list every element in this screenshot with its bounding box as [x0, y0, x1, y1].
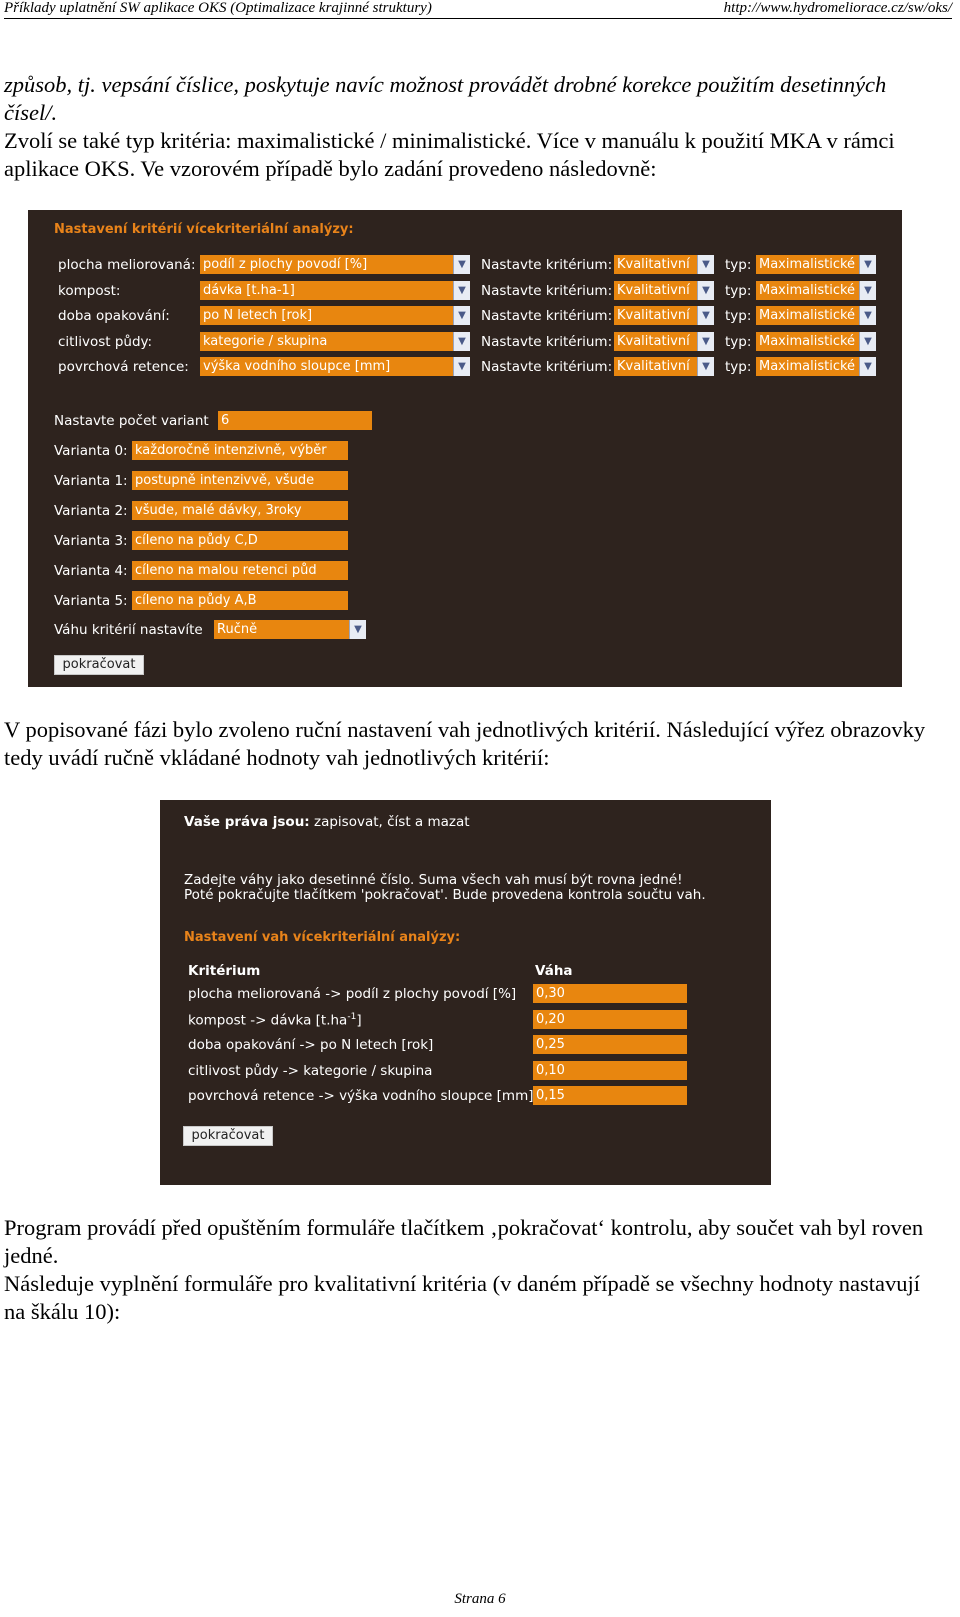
chevron-down-icon[interactable]: ▼ — [697, 255, 714, 274]
weight-mode-select[interactable] — [214, 620, 366, 639]
set-criterion-label: Nastavte kritérium: — [481, 359, 613, 375]
weights-continue-button[interactable]: pokračovat — [183, 1126, 273, 1146]
criterion-unit-select-value: podíl z plochy povodí [%] — [203, 257, 368, 272]
type-label: typ: — [725, 308, 752, 324]
variant-input[interactable]: cíleno na půdy A,B — [132, 591, 348, 610]
continue-button[interactable]: pokračovat — [54, 655, 144, 675]
chevron-down-icon[interactable]: ▼ — [859, 281, 876, 300]
criterion-unit-select-value: výška vodního sloupce [mm] — [203, 359, 391, 374]
weight-input[interactable]: 0,15 — [533, 1086, 687, 1105]
criterion-kind-select[interactable] — [614, 255, 714, 274]
type-label: typ: — [725, 257, 752, 273]
criterion-column-header: Kritérium — [188, 963, 261, 979]
closing-paragraph-2: Následuje vyplnění formuláře pro kvalitativní kritéria (v daném případě se všechny hodnoty nastavují na škálu 10): — [4, 1271, 920, 1324]
chevron-down-icon[interactable]: ▼ — [859, 306, 876, 325]
weight-criterion-text: citlivost půdy -> kategorie / skupina — [188, 1062, 433, 1079]
weights-title: Nastavení vah vícekriteriální analýzy: — [184, 930, 461, 945]
info-line-2: Poté pokračujte tlačítkem 'pokračovat'. Bude provedena kontrola součtu vah. — [184, 887, 706, 903]
chevron-down-icon[interactable]: ▼ — [697, 332, 714, 351]
middle-paragraph: V popisované fázi bylo zvoleno ruční nastavení vah jednotlivých kritérií. Následující výřez obrazovky tedy uvádí ručně vkládané hodnoty vah jednotlivých kritérií: — [4, 717, 926, 770]
set-criterion-label: Nastavte kritérium: — [481, 282, 613, 299]
criterion-kind-select-value: Kvalitativní — [617, 359, 690, 374]
chevron-down-icon[interactable]: ▼ — [697, 306, 714, 325]
rights-value: zapisovat, číst a mazat — [314, 814, 470, 830]
weight-input[interactable]: 0,10 — [533, 1061, 687, 1080]
criterion-label: citlivost půdy: — [58, 333, 153, 350]
criterion-unit-select-value: kategorie / skupina — [203, 333, 328, 349]
variant-label: Varianta 1: — [54, 473, 128, 489]
weight-criterion-text: plocha meliorovaná -> podíl z plochy povodí [%] — [188, 986, 517, 1002]
chevron-down-icon[interactable]: ▼ — [453, 306, 470, 325]
criterion-unit-select[interactable] — [200, 357, 470, 376]
set-criterion-label: Nastavte kritérium: — [481, 308, 613, 324]
variant-label: Varianta 0: — [54, 443, 128, 459]
weight-mode-label: Váhu kritérií nastavíte — [54, 622, 203, 638]
criterion-kind-select-value: Kvalitativní — [617, 257, 690, 272]
criterion-kind-select[interactable] — [614, 357, 714, 376]
criterion-kind-select-value: Kvalitativní — [617, 308, 690, 323]
weight-criterion-text: doba opakování -> po N letech [rok] — [188, 1037, 434, 1053]
chevron-down-icon[interactable]: ▼ — [453, 332, 470, 351]
weight-criterion-label — [188, 1088, 533, 1104]
weight-criterion-label — [188, 1063, 432, 1079]
page-header — [4, 0, 952, 19]
panel-title: Nastavení kritérií vícekriteriální analýzy: — [54, 222, 354, 237]
set-criterion-label: Nastavte kritérium: — [481, 333, 613, 350]
criterion-kind-select[interactable] — [614, 332, 714, 351]
criterion-label: doba opakování: — [58, 308, 170, 324]
criterion-kind-select-value: Kvalitativní — [617, 282, 690, 298]
chevron-down-icon[interactable]: ▼ — [859, 357, 876, 376]
weight-criterion-label — [188, 986, 516, 1002]
weight-criterion-label — [188, 1037, 433, 1053]
criterion-kind-select[interactable] — [614, 281, 714, 300]
variant-count-input[interactable]: 6 — [218, 411, 372, 430]
criteria-settings-panel — [28, 210, 902, 687]
weight-input[interactable]: 0,20 — [533, 1010, 687, 1029]
weight-mode-value: Ručně — [217, 622, 258, 637]
chevron-down-icon[interactable]: ▼ — [859, 332, 876, 351]
type-label: typ: — [725, 333, 752, 350]
criterion-kind-select[interactable] — [614, 306, 714, 325]
weight-criterion-sup: -1 — [347, 1011, 357, 1022]
chevron-down-icon[interactable]: ▼ — [453, 255, 470, 274]
variant-label: Varianta 3: — [54, 533, 128, 549]
variant-input[interactable]: postupně intenzivvě, všude — [132, 471, 348, 490]
intro-paragraph-2: Zvolí se také typ kritéria: maximalistické / minimalistické. Více v manuálu k použití MKA v rámci aplikace OKS. Ve vzorovém případě bylo zadání provedeno následovně: — [4, 128, 895, 181]
chevron-down-icon[interactable]: ▼ — [697, 281, 714, 300]
chevron-down-icon[interactable]: ▼ — [697, 357, 714, 376]
rights-line — [184, 814, 470, 830]
info-line-1: Zadejte váhy jako desetinné číslo. Suma všech vah musí být rovna jedné! — [184, 872, 683, 888]
criterion-type-select[interactable] — [756, 306, 876, 325]
criterion-type-select-value: Maximalistické — [759, 308, 856, 323]
criterion-label: plocha meliorovaná: — [58, 257, 196, 273]
criterion-type-select-value: Maximalistické — [759, 257, 856, 272]
intro-paragraph-1: způsob, tj. vepsání číslice, poskytuje navíc možnost provádět drobné korekce použitím desetinných čísel/. — [4, 72, 887, 125]
header-url: http://www.hydromeliorace.cz/sw/oks/ — [723, 0, 952, 16]
criterion-label: povrchová retence: — [58, 359, 189, 375]
variant-count-label: Nastavte počet variant — [54, 413, 209, 429]
weight-input[interactable]: 0,25 — [533, 1035, 687, 1054]
criterion-type-select-value: Maximalistické — [759, 333, 856, 349]
criterion-type-select-value: Maximalistické — [759, 282, 856, 298]
variant-label: Varianta 4: — [54, 563, 128, 579]
criterion-type-select[interactable] — [756, 255, 876, 274]
criterion-type-select[interactable] — [756, 357, 876, 376]
variant-input[interactable]: všude, malé dávky, 3roky — [132, 501, 348, 520]
criterion-unit-select[interactable] — [200, 332, 470, 351]
chevron-down-icon[interactable]: ▼ — [453, 281, 470, 300]
variant-input[interactable]: cíleno na půdy C,D — [132, 531, 348, 550]
criterion-unit-select-value: po N letech [rok] — [203, 308, 313, 323]
criterion-label: kompost: — [58, 282, 121, 299]
chevron-down-icon[interactable]: ▼ — [859, 255, 876, 274]
weights-settings-panel — [160, 800, 771, 1185]
variant-label: Varianta 5: — [54, 593, 128, 609]
criterion-kind-select-value: Kvalitativní — [617, 333, 690, 349]
page-number: Strana 6 — [454, 1591, 506, 1607]
type-label: typ: — [725, 359, 752, 375]
header-title: Příklady uplatnění SW aplikace OKS (Optimalizace krajinné struktury) — [4, 0, 432, 16]
chevron-down-icon[interactable]: ▼ — [349, 620, 366, 639]
criterion-unit-select[interactable] — [200, 255, 470, 274]
type-label: typ: — [725, 282, 752, 299]
set-criterion-label: Nastavte kritérium: — [481, 257, 613, 273]
weight-criterion-tail: ] — [356, 1012, 362, 1028]
criterion-type-select-value: Maximalistické — [759, 359, 856, 374]
variant-label: Varianta 2: — [54, 503, 128, 519]
weight-criterion-label — [188, 1012, 362, 1029]
variant-input[interactable]: cíleno na malou retenci půd — [132, 561, 348, 580]
rights-label: Vaše práva jsou: — [184, 814, 310, 830]
variant-input[interactable]: každoročně intenzivně, výběr — [132, 441, 348, 460]
closing-paragraph-1: Program provádí před opuštěním formuláře tlačítkem ‚pokračovat‘ kontrolu, aby součet vah byl roven jedné. — [4, 1215, 924, 1268]
weight-criterion-text: povrchová retence -> výška vodního sloupce [mm] — [188, 1088, 534, 1104]
weight-input[interactable]: 0,30 — [533, 984, 687, 1003]
criterion-unit-select[interactable] — [200, 306, 470, 325]
chevron-down-icon[interactable]: ▼ — [453, 357, 470, 376]
criterion-unit-select[interactable] — [200, 281, 470, 300]
weight-criterion-text: kompost -> dávka [t.ha — [188, 1012, 348, 1028]
weight-column-header: Váha — [535, 963, 573, 979]
criterion-unit-select-value: dávka [t.ha-1] — [203, 282, 295, 298]
criterion-type-select[interactable] — [756, 281, 876, 300]
criterion-type-select[interactable] — [756, 332, 876, 351]
